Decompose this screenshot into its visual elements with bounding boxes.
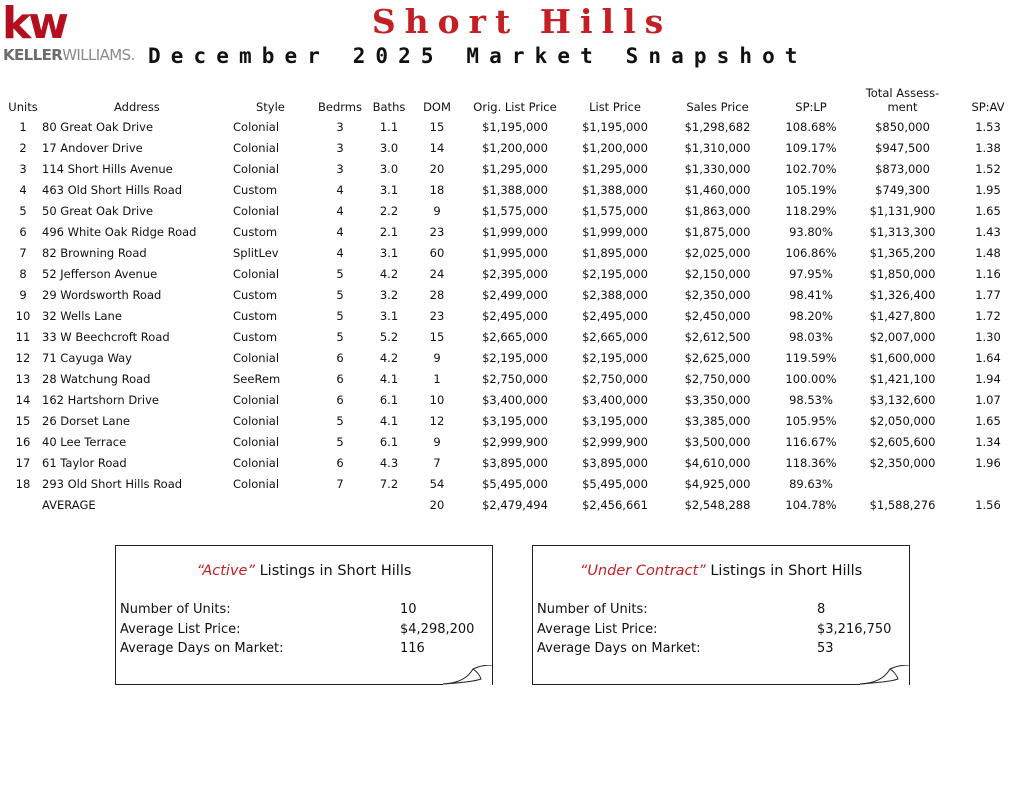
cell-sp-av: 1.72 xyxy=(975,308,1001,323)
cell-unit: 5 xyxy=(19,203,27,218)
cell-bedrooms: 5 xyxy=(336,413,344,428)
cell-sp-av: 1.56 xyxy=(975,497,1001,512)
cell-unit: 16 xyxy=(15,434,31,449)
table-row xyxy=(4,284,1020,305)
cell-style: Colonial xyxy=(233,350,280,365)
active-units-label: Number of Units: xyxy=(120,602,231,617)
cell-unit: 13 xyxy=(15,371,31,386)
header-sp-av: SP:AV xyxy=(971,100,1005,114)
table-row xyxy=(4,263,1020,284)
cell-sales-price: $2,350,000 xyxy=(684,287,751,302)
cell-sales-price: $2,625,000 xyxy=(684,350,751,365)
cell-dom: 23 xyxy=(429,224,445,239)
cell-unit: 15 xyxy=(15,413,31,428)
cell-assessment xyxy=(849,473,956,494)
cell-list-price: $3,195,000 xyxy=(582,413,648,428)
cell-style: SeeRem xyxy=(233,371,281,386)
cell-sp-lp: 105.95% xyxy=(785,413,837,428)
active-dom-label: Average Days on Market: xyxy=(120,641,284,656)
contract-dom-value: 53 xyxy=(817,641,834,656)
brand-name-bold: KELLER xyxy=(3,46,63,64)
cell-sales-price: $3,350,000 xyxy=(684,392,751,407)
header-sales-price: Sales Price xyxy=(686,100,749,114)
cell-dom: 12 xyxy=(429,413,445,428)
cell-address: 293 Old Short Hills Road xyxy=(42,476,183,491)
cell-sp-lp: 116.67% xyxy=(785,434,837,449)
header-dom: DOM xyxy=(423,100,451,114)
cell-unit: 8 xyxy=(19,266,27,281)
cell-style: Colonial xyxy=(233,203,280,218)
cell-unit: 10 xyxy=(15,308,31,323)
cell-sp-av: 1.64 xyxy=(975,350,1001,365)
cell-orig-list-price: $2,479,494 xyxy=(482,497,548,512)
cell-dom: 10 xyxy=(429,392,445,407)
cell-assessment: $1,313,300 xyxy=(869,224,936,239)
cell-unit: 7 xyxy=(19,245,27,260)
cell-sales-price: $2,450,000 xyxy=(684,308,751,323)
cell-sp-lp: 98.20% xyxy=(789,308,833,323)
under-contract-card xyxy=(532,545,910,685)
cell-orig-list-price: $2,495,000 xyxy=(482,308,548,323)
contract-card-title-text: Listings in Short Hills xyxy=(705,563,863,579)
average-row xyxy=(4,494,1020,515)
cell-baths: 3.1 xyxy=(379,245,399,260)
cell-sp-lp: 102.70% xyxy=(785,161,837,176)
cell-baths: 2.2 xyxy=(379,203,399,218)
cell-baths: 3.0 xyxy=(379,140,399,155)
cell-style xyxy=(233,494,314,515)
cell-sp-av: 1.30 xyxy=(975,329,1001,344)
cell-baths: 3.1 xyxy=(379,182,399,197)
cell-address: 26 Dorset Lane xyxy=(42,413,130,428)
cell-bedrooms: 7 xyxy=(336,476,344,491)
table-body xyxy=(4,116,1020,515)
active-price-label: Average List Price: xyxy=(120,622,241,637)
cell-sp-lp: 105.19% xyxy=(785,182,837,197)
cell-baths: 4.1 xyxy=(379,371,399,386)
cell-sp-av: 1.65 xyxy=(975,203,1001,218)
cell-sp-av: 1.48 xyxy=(975,245,1001,260)
cell-sp-lp: 118.29% xyxy=(785,203,837,218)
cell-sp-av: 1.38 xyxy=(975,140,1001,155)
cell-address: 114 Short Hills Avenue xyxy=(42,161,173,176)
cell-dom: 9 xyxy=(433,203,441,218)
cell-sales-price: $2,150,000 xyxy=(684,266,751,281)
cell-assessment: $2,050,000 xyxy=(869,413,936,428)
cell-dom: 15 xyxy=(429,329,445,344)
cell-unit: 11 xyxy=(15,329,31,344)
cell-list-price: $2,195,000 xyxy=(582,350,648,365)
cell-bedrooms xyxy=(314,494,366,515)
cell-assessment: $1,131,900 xyxy=(869,203,936,218)
cell-style: Custom xyxy=(233,329,278,344)
page-curl-icon xyxy=(860,665,910,685)
cell-sales-price: $1,863,000 xyxy=(684,203,751,218)
cell-style: Colonial xyxy=(233,413,280,428)
cell-bedrooms: 6 xyxy=(336,392,344,407)
cell-orig-list-price: $1,388,000 xyxy=(482,182,548,197)
cell-sp-av: 1.53 xyxy=(975,119,1001,134)
contract-price-label: Average List Price: xyxy=(537,622,658,637)
cell-orig-list-price: $3,195,000 xyxy=(482,413,548,428)
active-card-title-highlight: “Active” xyxy=(196,563,255,579)
cell-sales-price: $2,025,000 xyxy=(684,245,751,260)
cell-address: 33 W Beechcroft Road xyxy=(42,329,170,344)
cell-list-price: $1,295,000 xyxy=(582,161,648,176)
cell-orig-list-price: $3,895,000 xyxy=(482,455,548,470)
cell-orig-list-price: $2,195,000 xyxy=(482,350,548,365)
cell-sp-av: 1.77 xyxy=(975,287,1001,302)
cell-sales-price: $4,925,000 xyxy=(684,476,751,491)
cell-address: 463 Old Short Hills Road xyxy=(42,182,183,197)
cell-bedrooms: 4 xyxy=(336,224,344,239)
active-price-row xyxy=(120,620,492,640)
cell-list-price: $5,495,000 xyxy=(582,476,648,491)
page-subtitle: December 2025 Market Snapshot xyxy=(148,44,808,68)
cell-sp-av: 1.96 xyxy=(975,455,1001,470)
cell-baths: 1.1 xyxy=(379,119,399,134)
cell-dom: 54 xyxy=(429,476,445,491)
cell-list-price: $1,895,000 xyxy=(582,245,648,260)
active-price-value: $4,298,200 xyxy=(400,622,475,637)
cell-assessment: $749,300 xyxy=(875,182,930,197)
cell-unit: 1 xyxy=(19,119,27,134)
cell-style: Colonial xyxy=(233,266,280,281)
cell-style: Custom xyxy=(233,287,278,302)
cell-sp-av: 1.65 xyxy=(975,413,1001,428)
cell-list-price: $2,750,000 xyxy=(582,371,648,386)
table-row xyxy=(4,410,1020,431)
cell-dom: 20 xyxy=(429,161,445,176)
header-assessment-line1: Total Assess- xyxy=(865,86,940,100)
table-row xyxy=(4,389,1020,410)
header-assessment-line2: ment xyxy=(887,100,918,114)
contract-units-value: 8 xyxy=(817,602,826,617)
cell-dom: 18 xyxy=(429,182,445,197)
page-title: Short Hills xyxy=(371,2,673,41)
cell-orig-list-price: $5,495,000 xyxy=(482,476,548,491)
cell-baths: 3.1 xyxy=(379,308,399,323)
cell-sp-lp: 108.68% xyxy=(785,119,837,134)
table-row xyxy=(4,200,1020,221)
cell-sales-price: $4,610,000 xyxy=(684,455,751,470)
table-row xyxy=(4,368,1020,389)
cell-sp-lp: 106.86% xyxy=(785,245,837,260)
cell-unit: 6 xyxy=(19,224,27,239)
cell-assessment: $947,500 xyxy=(875,140,930,155)
cell-list-price: $2,665,000 xyxy=(582,329,648,344)
contract-price-row xyxy=(537,620,909,640)
table-row xyxy=(4,326,1020,347)
cell-address: 28 Watchung Road xyxy=(42,371,151,386)
cell-sales-price: $2,548,288 xyxy=(684,497,751,512)
table-row xyxy=(4,137,1020,158)
cell-sales-price: $3,500,000 xyxy=(684,434,751,449)
cell-assessment: $2,350,000 xyxy=(869,455,936,470)
cell-baths: 5.2 xyxy=(379,329,399,344)
cell-orig-list-price: $1,295,000 xyxy=(482,161,548,176)
cell-list-price: $1,575,000 xyxy=(582,203,648,218)
cell-unit: 3 xyxy=(19,161,27,176)
cell-sp-av: 1.95 xyxy=(975,182,1001,197)
cell-orig-list-price: $2,395,000 xyxy=(482,266,548,281)
cell-dom: 23 xyxy=(429,308,445,323)
cell-assessment: $850,000 xyxy=(875,119,930,134)
header-baths: Baths xyxy=(372,100,406,114)
cell-assessment: $1,326,400 xyxy=(869,287,936,302)
cell-orig-list-price: $2,999,900 xyxy=(482,434,548,449)
cell-assessment: $1,421,100 xyxy=(869,371,936,386)
cell-sp-av: 1.16 xyxy=(975,266,1001,281)
cell-bedrooms: 6 xyxy=(336,350,344,365)
table-row xyxy=(4,242,1020,263)
cell-baths: 3.2 xyxy=(379,287,399,302)
contract-dom-row xyxy=(537,639,909,659)
active-dom-value: 116 xyxy=(400,641,425,656)
cell-style: Colonial xyxy=(233,476,280,491)
contract-card-title-highlight: “Under Contract” xyxy=(579,563,706,579)
cell-assessment: $873,000 xyxy=(875,161,930,176)
sales-table xyxy=(4,78,1020,515)
cell-assessment: $1,427,800 xyxy=(869,308,936,323)
cell-baths: 4.3 xyxy=(379,455,399,470)
table-row xyxy=(4,116,1020,137)
active-card-title xyxy=(116,563,492,579)
active-listings-card xyxy=(115,545,493,685)
table-row xyxy=(4,347,1020,368)
cell-dom: 15 xyxy=(429,119,445,134)
cell-style: Custom xyxy=(233,224,278,239)
cell-address: 52 Jefferson Avenue xyxy=(42,266,158,281)
cell-unit: 18 xyxy=(15,476,31,491)
cell-unit: 14 xyxy=(15,392,31,407)
cell-sp-lp: 100.00% xyxy=(785,371,837,386)
cell-assessment: $1,850,000 xyxy=(869,266,936,281)
cell-list-price: $1,999,000 xyxy=(582,224,648,239)
cell-sales-price: $1,330,000 xyxy=(684,161,751,176)
cell-assessment: $1,600,000 xyxy=(869,350,936,365)
header-style: Style xyxy=(256,100,285,114)
cell-style: Colonial xyxy=(233,455,280,470)
cell-list-price: $1,200,000 xyxy=(582,140,648,155)
cell-assessment: $2,605,600 xyxy=(869,434,936,449)
cell-sales-price: $2,750,000 xyxy=(684,371,751,386)
cell-sp-av: 1.43 xyxy=(975,224,1001,239)
cell-sp-lp: 93.80% xyxy=(789,224,833,239)
cell-bedrooms: 4 xyxy=(336,203,344,218)
cell-address: 82 Browning Road xyxy=(42,245,147,260)
cell-address: 162 Hartshorn Drive xyxy=(42,392,159,407)
table-row xyxy=(4,431,1020,452)
cell-assessment: $1,365,200 xyxy=(869,245,936,260)
cell-sp-lp: 98.03% xyxy=(789,329,833,344)
cell-address: 496 White Oak Ridge Road xyxy=(42,224,197,239)
cell-dom: 28 xyxy=(429,287,445,302)
table-header-row xyxy=(4,78,1020,116)
contract-units-row xyxy=(537,600,909,620)
cell-dom: 9 xyxy=(433,350,441,365)
cell-orig-list-price: $2,499,000 xyxy=(482,287,548,302)
cell-dom: 60 xyxy=(429,245,445,260)
cell-bedrooms: 5 xyxy=(336,266,344,281)
cell-style: Colonial xyxy=(233,392,280,407)
cell-baths: 4.2 xyxy=(379,266,399,281)
cell-unit: 17 xyxy=(15,455,31,470)
table-row xyxy=(4,158,1020,179)
header-sp-lp: SP:LP xyxy=(795,100,827,114)
cell-style: Custom xyxy=(233,182,278,197)
cell-bedrooms: 6 xyxy=(336,455,344,470)
cell-bedrooms: 4 xyxy=(336,245,344,260)
cell-sp-av: 1.94 xyxy=(975,371,1001,386)
cell-baths: 7.2 xyxy=(379,476,399,491)
cell-baths xyxy=(366,494,412,515)
cell-baths: 2.1 xyxy=(379,224,399,239)
cell-sp-lp: 98.53% xyxy=(789,392,833,407)
cell-style: Colonial xyxy=(233,434,280,449)
cell-baths: 6.1 xyxy=(379,434,399,449)
cell-bedrooms: 3 xyxy=(336,140,344,155)
cell-sp-lp: 98.41% xyxy=(789,287,833,302)
cell-sales-price: $1,460,000 xyxy=(684,182,751,197)
cell-sales-price: $1,310,000 xyxy=(684,140,751,155)
brand-name-light: WILLIAMS. xyxy=(62,46,135,64)
cell-orig-list-price: $1,999,000 xyxy=(482,224,548,239)
cell-baths: 6.1 xyxy=(379,392,399,407)
header-assessment xyxy=(849,78,956,116)
cell-orig-list-price: $1,200,000 xyxy=(482,140,548,155)
cell-address: 40 Lee Terrace xyxy=(42,434,127,449)
cell-unit: 9 xyxy=(19,287,27,302)
keller-williams-wordmark xyxy=(3,46,135,64)
cell-baths: 3.0 xyxy=(379,161,399,176)
cell-bedrooms: 5 xyxy=(336,329,344,344)
cell-orig-list-price: $2,750,000 xyxy=(482,371,548,386)
table-row xyxy=(4,452,1020,473)
cell-bedrooms: 6 xyxy=(336,371,344,386)
cell-dom: 14 xyxy=(429,140,445,155)
cell-sp-lp: 89.63% xyxy=(789,476,833,491)
cell-list-price: $2,999,900 xyxy=(582,434,648,449)
active-units-value: 10 xyxy=(400,602,417,617)
contract-units-label: Number of Units: xyxy=(537,602,648,617)
cell-sales-price: $2,612,500 xyxy=(684,329,751,344)
cell-unit: 2 xyxy=(19,140,27,155)
cell-dom: 7 xyxy=(433,455,441,470)
cell-list-price: $2,195,000 xyxy=(582,266,648,281)
cell-address: 29 Wordsworth Road xyxy=(42,287,162,302)
cell-address: 50 Great Oak Drive xyxy=(42,203,154,218)
cell-sp-av: 1.34 xyxy=(975,434,1001,449)
cell-address: 32 Wells Lane xyxy=(42,308,122,323)
cell-sp-lp: 97.95% xyxy=(789,266,833,281)
cell-sp-lp: 119.59% xyxy=(785,350,837,365)
cell-sales-price: $1,875,000 xyxy=(684,224,751,239)
cell-list-price: $3,400,000 xyxy=(582,392,648,407)
table-row xyxy=(4,221,1020,242)
cell-baths: 4.1 xyxy=(379,413,399,428)
active-units-row xyxy=(120,600,492,620)
cell-orig-list-price: $1,195,000 xyxy=(482,119,548,134)
cell-address: 80 Great Oak Drive xyxy=(42,119,154,134)
header-orig-list-price: Orig. List Price xyxy=(473,100,557,114)
header-address: Address xyxy=(114,100,160,114)
active-card-title-text: Listings in Short Hills xyxy=(254,563,412,579)
cell-unit: 12 xyxy=(15,350,31,365)
page-curl-icon xyxy=(443,665,493,685)
cell-address: AVERAGE xyxy=(42,497,96,512)
cell-sp-lp: 104.78% xyxy=(785,497,837,512)
cell-dom: 1 xyxy=(433,371,441,386)
active-dom-row xyxy=(120,639,492,659)
cell-assessment: $3,132,600 xyxy=(869,392,936,407)
cell-style: Custom xyxy=(233,308,278,323)
cell-list-price: $1,388,000 xyxy=(582,182,648,197)
contract-price-value: $3,216,750 xyxy=(817,622,892,637)
kw-logo-mark: kw xyxy=(2,0,66,49)
contract-dom-label: Average Days on Market: xyxy=(537,641,701,656)
cell-baths: 4.2 xyxy=(379,350,399,365)
cell-assessment: $2,007,000 xyxy=(869,329,936,344)
cell-style: Colonial xyxy=(233,161,280,176)
cell-style: Colonial xyxy=(233,140,280,155)
cell-address: 71 Cayuga Way xyxy=(42,350,132,365)
header-bedrooms: Bedrms xyxy=(318,100,362,114)
cell-orig-list-price: $3,400,000 xyxy=(482,392,548,407)
header-units: Units xyxy=(8,100,38,114)
cell-orig-list-price: $1,575,000 xyxy=(482,203,548,218)
cell-sp-av: 1.07 xyxy=(975,392,1001,407)
cell-unit: 4 xyxy=(19,182,27,197)
cell-bedrooms: 5 xyxy=(336,308,344,323)
cell-orig-list-price: $1,995,000 xyxy=(482,245,548,260)
cell-unit xyxy=(4,494,42,515)
cell-sp-lp: 109.17% xyxy=(785,140,837,155)
cell-dom: 9 xyxy=(433,434,441,449)
cell-bedrooms: 5 xyxy=(336,287,344,302)
cell-list-price: $2,495,000 xyxy=(582,308,648,323)
cell-orig-list-price: $2,665,000 xyxy=(482,329,548,344)
cell-bedrooms: 5 xyxy=(336,434,344,449)
table-row xyxy=(4,179,1020,200)
cell-assessment: $1,588,276 xyxy=(869,497,936,512)
cell-bedrooms: 3 xyxy=(336,161,344,176)
cell-sp-av xyxy=(956,473,1020,494)
cell-address: 61 Taylor Road xyxy=(42,455,127,470)
cell-dom: 20 xyxy=(429,497,445,512)
table-row xyxy=(4,473,1020,494)
table-row xyxy=(4,305,1020,326)
contract-card-title xyxy=(533,563,909,579)
cell-bedrooms: 4 xyxy=(336,182,344,197)
cell-sp-av: 1.52 xyxy=(975,161,1001,176)
cell-style: SplitLev xyxy=(233,245,279,260)
cell-address: 17 Andover Drive xyxy=(42,140,143,155)
cell-list-price: $3,895,000 xyxy=(582,455,648,470)
cell-style: Colonial xyxy=(233,119,280,134)
cell-list-price: $2,388,000 xyxy=(582,287,648,302)
cell-list-price: $2,456,661 xyxy=(582,497,648,512)
cell-list-price: $1,195,000 xyxy=(582,119,648,134)
cell-sp-lp: 118.36% xyxy=(785,455,837,470)
header-list-price: List Price xyxy=(589,100,641,114)
cell-dom: 24 xyxy=(429,266,445,281)
cell-sales-price: $3,385,000 xyxy=(684,413,751,428)
cell-bedrooms: 3 xyxy=(336,119,344,134)
cell-sales-price: $1,298,682 xyxy=(684,119,751,134)
